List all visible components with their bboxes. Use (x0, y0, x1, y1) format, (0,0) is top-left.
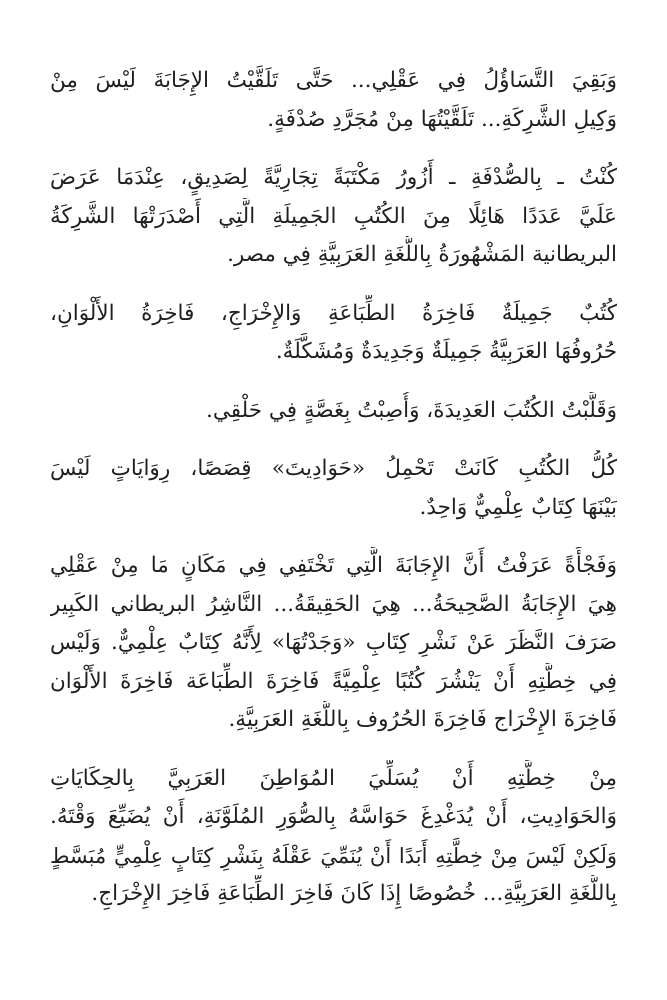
text-line: مِنْ خِطَّتِهِ أَنْ يُسَلِّيَ المُوَاطِنَ العَرَبِيَّ بِالحِكَايَاتِ (50, 765, 617, 791)
text-line: كُنْتُ ـ بِالصُّدْفَةِ ـ أَزُورُ مَكْتَبَةً تِجَارِيَّةً لِصَدِيقٍ، عِنْدَمَا عَرَضَ (50, 165, 617, 190)
text-line: فِي خِطَّتِهِ أَنْ يَنْشُرَ كُتُبًا عِلْمِيَّةً فَاخِرَةَ الطِّبَاعَة فَاخِرَةَ الأَلْوَان (50, 668, 617, 694)
text-line: عَلَيَّ عَدَدًا هَائِلًا مِنَ الكُتُبِ الجَمِيلَةِ الَّتِي أَصْدَرَتْهَا الشَّرِكَةُ (50, 203, 617, 229)
text-line: بَيْنَهَا كِتَابٌ عِلْمِيٌّ وَاحِدٌ. (419, 494, 617, 520)
paragraph (50, 547, 617, 740)
text-line: وَبَقِيَ التَّسَاؤُلُ فِي عَقْلِي... حَتَّى تَلَقَّيْتُ الإِجَابَةَ لَيْسَ مِنْ (50, 68, 617, 93)
text-line: وَالحَوَادِيتِ، أَنْ يُدَغْدِغَ حَوَاسَّهُ بِالصُّوَرِ المُلَوَّنَةِ، أَنْ يُضَيِّعَ وَقْتَهُ. (50, 804, 617, 829)
text-line: هِيَ الإِجَابَةُ الصَّحِيحَةُ... هِيَ الحَقِيقَةُ... النَّاشِرُ البريطاني الكَبِير (50, 591, 617, 617)
text-line: كُلُّ الكُتُبِ كَانَتْ تَحْمِلُ «حَوَادِيتَ» قِصَصًا، رِوَايَاتٍ لَيْسَ (50, 456, 617, 481)
text-line: وَكِيلِ الشَّرِكَةِ... تَلَقَّيْتُهَا مِنْ مُجَرَّدِ صُدْفَةٍ. (267, 106, 617, 132)
text-line: صَرَفَ النَّظَرَ عَنْ نَشْرِ كِتَابِ «وَجَدْتُهَا» لِأَنَّهُ كِتَابٌ عِلْمِيٌّ. وَلَيْس (50, 630, 617, 655)
text-line: كُتُبٌ جَمِيلَةٌ فَاخِرَةُ الطِّبَاعَةِ وَالإِخْرَاجِ، فَاخِرَةُ الأَلْوَانِ، (50, 300, 617, 326)
text-line: وَلَكِنْ لَيْسَ مِنْ خِطَّتِهِ أَبَدًا أَنْ يُنَمِّيَ عَقْلَهُ بِنَشْرِ كِتَابٍ عِلْمِيٍّ مُبَسَّطٍ (50, 843, 617, 868)
paragraph (50, 295, 617, 372)
paragraph (50, 392, 617, 431)
paragraph (50, 760, 617, 914)
paragraph (50, 159, 617, 275)
text-line: وَقَلَّبْتُ الكُتُبَ العَدِيدَةَ، وَأُصِبْتُ بِغَصَّةٍ فِي حَلْقِي. (205, 397, 617, 423)
text-line: البريطانية المَشْهُورَةُ بِاللُّغَةِ العَرَبِيَّةِ فِي مصر. (227, 242, 617, 267)
text-line: وَفَجْأَةً عَرَفْتُ أَنَّ الإِجَابَةَ الَّتِي تَخْتَفِي فِي مَكَانٍ مَا مِنْ عَقْلِي (50, 553, 617, 578)
paragraph (50, 450, 617, 527)
text-line: بِاللُّغَةِ العَرَبِيَّةِ... خُصُوصًا إِذَا كَانَ فَاخِرَ الطِّبَاعَةِ فَاخِرَ الإِخْرَاجِ. (91, 881, 617, 906)
text-line: حُرُوفُهَا العَرَبِيَّةُ جَمِيلَةٌ وَجَدِيدَةٌ وَمُشَكَّلَةٌ. (275, 339, 617, 364)
text-line: فَاخِرَةَ الإِخْرَاج فَاخِرَةَ الحُرُوف بِاللُّغَةِ العَرَبِيَّةِ. (228, 707, 617, 732)
paragraph (50, 62, 617, 139)
